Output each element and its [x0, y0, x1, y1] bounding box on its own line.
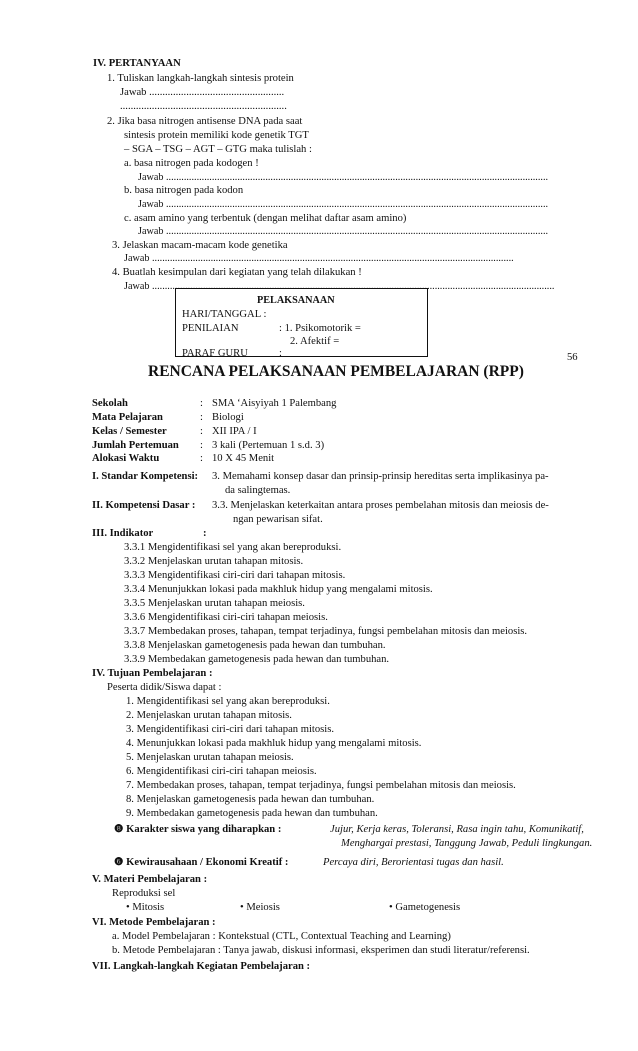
question-2a: a. basa nitrogen pada kodogen !: [124, 158, 259, 169]
paraf-guru-colon: :: [279, 348, 282, 359]
question-2c: c. asam amino yang terbentuk (dengan melihat daftar asam amino): [124, 213, 407, 224]
kompetensi-dasar-label: II. Kompetensi Dasar :: [92, 500, 196, 511]
standar-kompetensi-line-1: 3. Memahami konsep dasar dan prinsip-prinsip hereditas serta implikasinya pa-: [212, 471, 549, 482]
section-heading-pertanyaan: IV. PERTANYAAN: [93, 58, 181, 69]
kewirausahaan-value: Percaya diri, Berorientasi tugas dan hasil.: [323, 857, 504, 868]
materi-label: V. Materi Pembelajaran :: [92, 874, 208, 885]
penilaian-label: PENILAIAN: [182, 323, 239, 334]
tujuan-item: 9. Membedakan gametogenesis pada hewan dan tumbuhan.: [126, 808, 378, 819]
kewirausahaan-label: Kewirausahaan / Ekonomi Kreatif :: [126, 857, 289, 868]
materi-sub: Reproduksi sel: [112, 888, 176, 899]
materi-item-gametogenesis: • Gametogenesis: [389, 902, 461, 913]
kompetensi-dasar-line-1: 3.3. Menjelaskan keterkaitan antara proses pembelahan mitosis dan meiosis de-: [212, 500, 549, 511]
identity-label: Sekolah: [92, 398, 128, 409]
penilaian-psikomotorik: : 1. Psikomotorik =: [279, 323, 361, 334]
question-3: 3. Jelaskan macam-macam kode genetika: [112, 240, 288, 251]
identity-value: SMA ‘Aisyiyah 1 Palembang: [212, 398, 337, 409]
metode-metode: b. Metode Pembelajaran : Tanya jawab, diskusi informasi, eksperimen dan studi literatur/referensi.: [112, 945, 530, 956]
identity-label: Mata Pelajaran: [92, 412, 163, 423]
tujuan-item: 2. Menjelaskan urutan tahapan mitosis.: [126, 710, 292, 721]
identity-value: XII IPA / I: [212, 426, 257, 437]
karakter-values-line-2: Menghargai prestasi, Tanggung Jawab, Peduli lingkungan.: [341, 838, 593, 849]
question-1: 1. Tuliskan langkah-langkah sintesis protein: [107, 73, 294, 84]
indikator-item: 3.3.1 Mengidentifikasi sel yang akan bereproduksi.: [124, 542, 342, 553]
identity-colon: :: [200, 453, 203, 464]
rpp-title: RENCANA PELAKSANAAN PEMBELAJARAN (RPP): [148, 363, 524, 380]
question-3-answer: Jawab ..............................................................................................................................................: [124, 253, 514, 264]
question-2b: b. basa nitrogen pada kodon: [124, 185, 244, 196]
question-4: 4. Buatlah kesimpulan dari kegiatan yang telah dilakukan !: [112, 267, 362, 278]
indikator-item: 3.3.3 Mengidentifikasi ciri-ciri dari tahapan mitosis.: [124, 570, 346, 581]
identity-colon: :: [200, 440, 203, 451]
kewirausahaan-bullet-icon: ❻: [114, 857, 124, 868]
question-2-line-2: sintesis protein memiliki kode genetik TGT: [124, 130, 309, 141]
question-2-line-3: – SGA – TSG – AGT – GTG maka tulislah :: [124, 144, 312, 155]
question-2c-answer: Jawab ......................................................................................................................................................: [138, 226, 549, 237]
tujuan-item: 8. Menjelaskan gametogenesis pada hewan dan tumbuhan.: [126, 794, 375, 805]
tujuan-label: IV. Tujuan Pembelajaran :: [92, 668, 213, 679]
metode-label: VI. Metode Pembelajaran :: [92, 917, 216, 928]
indikator-item: 3.3.6 Mengidentifikasi ciri-ciri tahapan meiosis.: [124, 612, 328, 623]
identity-label: Alokasi Waktu: [92, 453, 160, 464]
indikator-item: 3.3.5 Menjelaskan urutan tahapan meiosis.: [124, 598, 305, 609]
question-1-answer-line: Jawab ...................................................: [120, 87, 285, 98]
indikator-item: 3.3.9 Membedakan gametogenesis pada hewan dan tumbuhan.: [124, 654, 390, 665]
identity-label: Jumlah Pertemuan: [92, 440, 179, 451]
question-4-answer: Jawab ..............................................................................................................................................................: [124, 281, 555, 292]
penilaian-afektif: 2. Afektif =: [290, 336, 340, 347]
question-2a-answer: Jawab ......................................................................................................................................................: [138, 172, 549, 183]
paraf-guru-label: PARAF GURU: [182, 348, 248, 359]
karakter-row: [114, 823, 281, 836]
standar-kompetensi-label: I. Standar Kompetensi:: [92, 471, 199, 482]
identity-colon: :: [200, 398, 203, 409]
karakter-values-line-1: Jujur, Kerja keras, Toleransi, Rasa ingin tahu, Komunikatif,: [330, 824, 584, 835]
kompetensi-dasar-line-2: ngan pewarisan sifat.: [233, 514, 323, 525]
materi-item-meiosis: • Meiosis: [240, 902, 280, 913]
identity-label: Kelas / Semester: [92, 426, 167, 437]
standar-kompetensi-line-2: da salingtemas.: [225, 485, 291, 496]
tujuan-item: 3. Mengidentifikasi ciri-ciri dari tahapan mitosis.: [126, 724, 334, 735]
materi-item-mitosis: • Mitosis: [126, 902, 165, 913]
question-2b-answer: Jawab ......................................................................................................................................................: [138, 199, 549, 210]
kewirausahaan-row: [114, 856, 288, 869]
metode-model: a. Model Pembelajaran : Kontekstual (CTL, Contextual Teaching and Learning): [112, 931, 451, 942]
identity-colon: :: [200, 426, 203, 437]
identity-value: Biologi: [212, 412, 244, 423]
tujuan-item: 4. Menunjukkan lokasi pada makhluk hidup yang mengalami mitosis.: [126, 738, 422, 749]
tujuan-intro: Peserta didik/Siswa dapat :: [107, 682, 222, 693]
tujuan-item: 6. Mengidentifikasi ciri-ciri tahapan meiosis.: [126, 766, 317, 777]
page-number: 56: [567, 352, 578, 363]
indikator-item: 3.3.2 Menjelaskan urutan tahapan mitosis.: [124, 556, 304, 567]
identity-colon: :: [200, 412, 203, 423]
tujuan-item: 7. Membedakan proses, tahapan, tempat terjadinya, fungsi pembelahan mitosis dan meiosis.: [126, 780, 516, 791]
indikator-colon: :: [203, 528, 207, 539]
karakter-label: Karakter siswa yang diharapkan :: [126, 824, 282, 835]
indikator-item: 3.3.8 Menjelaskan gametogenesis pada hewan dan tumbuhan.: [124, 640, 386, 651]
tujuan-item: 5. Menjelaskan urutan tahapan meiosis.: [126, 752, 294, 763]
pelaksanaan-title: PELAKSANAAN: [257, 295, 335, 306]
identity-value: 10 X 45 Menit: [212, 453, 275, 464]
question-1-answer-line-2: ...............................................................: [120, 101, 287, 112]
hari-tanggal-label: HARI/TANGGAL :: [182, 309, 267, 320]
identity-value: 3 kali (Pertemuan 1 s.d. 3): [212, 440, 325, 451]
indikator-item: 3.3.7 Membedakan proses, tahapan, tempat terjadinya, fungsi pembelahan mitosis dan meiosis.: [124, 626, 528, 637]
karakter-bullet-icon: ❽: [114, 824, 124, 835]
tujuan-item: 1. Mengidentifikasi sel yang akan bereproduksi.: [126, 696, 330, 707]
langkah-label: VII. Langkah-langkah Kegiatan Pembelajaran :: [92, 961, 311, 972]
question-2-line-1: 2. Jika basa nitrogen antisense DNA pada saat: [107, 116, 303, 127]
indikator-label: III. Indikator: [92, 528, 154, 539]
indikator-item: 3.3.4 Menunjukkan lokasi pada makhluk hidup yang mengalami mitosis.: [124, 584, 433, 595]
